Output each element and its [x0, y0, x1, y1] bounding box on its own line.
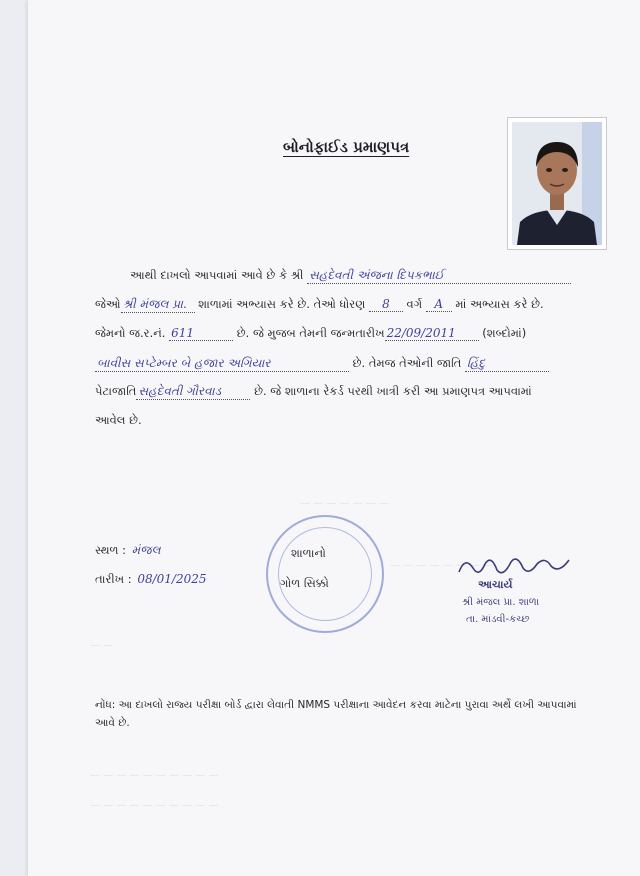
line4-mid: છે. તેમજ તેઓની જાતિ: [352, 356, 462, 370]
bleed-through: — — — — — — — — — —: [90, 770, 219, 781]
date-value: 08/01/2025: [137, 572, 207, 586]
line2-mid: શાળામાં અભ્યાસ કરે છે. તેઓ ધોરણ: [198, 297, 366, 311]
line5-suffix: છે. જે શાળાના રેકર્ડ પરથી ખાત્રી કરી આ પ્રમાણપત્ર આપવામાં: [254, 384, 532, 398]
place-value: મંજલ: [131, 543, 161, 557]
line1-prefix: આથી દાખલો આપવામાં આવે છે કે શ્રી: [130, 268, 304, 282]
principal-place: તા. માંડવી-કચ્છ: [466, 614, 530, 625]
school-seal-stamp: [266, 515, 384, 633]
student-name: સહદેવતી અંજના દિપકભાઈ: [307, 268, 571, 284]
student-photo: [507, 117, 607, 250]
line3-prefix: જેમનો જ.ર.નં.: [95, 326, 166, 340]
place-label: સ્થળ :: [95, 543, 127, 557]
principal-signature: [455, 552, 575, 582]
gr-number: 611: [169, 326, 233, 341]
seal-label-1: શાળાનો: [291, 546, 326, 560]
line2-suffix: માં અભ્યાસ કરે છે.: [455, 297, 544, 311]
certificate-line-6: [95, 413, 615, 433]
certificate-line-1: [130, 268, 620, 288]
line2-mid2: વર્ગ: [406, 297, 423, 311]
subcaste-value: સહદેવતી ગૌરવાડ: [136, 384, 250, 400]
seal-label-2: ગોળ સિક્કો: [280, 576, 329, 590]
certificate-line-4: [95, 356, 615, 376]
certificate-title: બોનોફાઈડ પ્રમાણપત્ર: [283, 138, 410, 156]
date-row: [95, 572, 209, 587]
principal-title: આચાર્ય: [478, 578, 513, 591]
line3-suffix: (શબ્દોમાં): [482, 326, 527, 340]
school-name: શ્રી મંજલ પ્રા.: [121, 297, 195, 313]
place-row: [95, 543, 163, 558]
caste-value: હિંદુ: [465, 356, 549, 372]
line2-prefix: જેઓ: [95, 297, 121, 311]
bleed-through: — — — — — — — —: [390, 560, 493, 571]
certificate-line-5: [95, 384, 615, 404]
line5-prefix: પેટાજાતિ: [95, 384, 137, 398]
certificate-line-2: [95, 297, 615, 317]
principal-school: શ્રી મંજલ પ્રા. શાળા: [462, 597, 540, 608]
division-value: A: [426, 297, 452, 312]
certificate-line-3: [95, 326, 615, 346]
bleed-through: — — — — — — — — — —: [90, 800, 219, 811]
standard-value: 8: [369, 297, 403, 312]
line3-mid: છે. જે મુજબ તેમની જન્મતારીખ: [236, 326, 385, 340]
birth-date-in-words: બાવીસ સપ્ટેમ્બર બે હજાર અગિયાર: [95, 356, 349, 372]
birth-date: 22/09/2011: [385, 326, 479, 341]
bleed-through: — — — — — — —: [300, 498, 390, 509]
footnote: નોંધ: આ દાખલો રાજ્ય પરીક્ષા બોર્ડ દ્વારા લેવાતી NMMS પરીક્ષાના આવેદન કરવા માટેના પુરાવા અર્થે લખી આપવામાં આવે છે.: [95, 699, 577, 729]
student-portrait-image: [512, 122, 602, 245]
bleed-through: — —: [90, 640, 114, 651]
line6-text: આવેલ છે.: [95, 413, 142, 427]
date-label: તારીખ :: [95, 572, 132, 586]
